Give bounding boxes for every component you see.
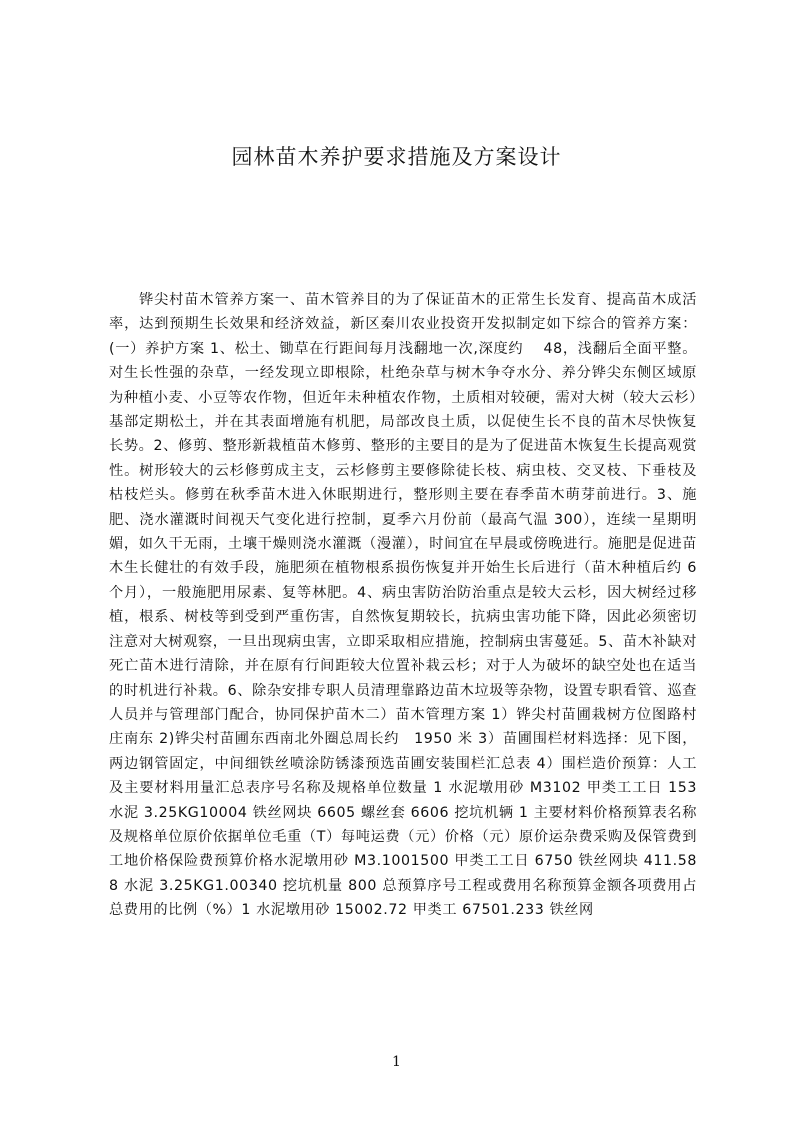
document-title: 园林苗木养护要求措施及方案设计: [231, 145, 562, 169]
page-number: 1: [392, 1054, 401, 1070]
document-body-paragraph: 铧尖村苗木管养方案一、苗木管养目的为了保证苗木的正常生长发育、提高苗木成活率，达到预期生长效果和经济效益，新区秦川农业投资开发拟制定如下综合的管养方案：(一）养护方案 1、松土、锄草在行距间每月浅翻地一次,深度约 48，浅翻后全面平整。对生长性强的杂草，一经发现立即根除，杜绝杂草与树木争夺水分、养分铧尖东侧区域原为种植小麦、小豆等农作物，但近年未种植农作物，土质相对较硬，需对大树（较大云杉）基部定期松土，并在其表面增施有机肥，局部改良土质，以促使生长不良的苗木尽快恢复长势。2、修剪、整形新栽植苗木修剪、整形的主要目的是为了促进苗木恢复生长提高观赏性。树形较大的云杉修剪成主支，云杉修剪主要修除徒长枝、病虫枝、交叉枝、下垂枝及枯枝烂头。修剪在秋季苗木进入休眠期进行，整形则主要在春季苗木萌芽前进行。3、施肥、浇水灌溉时间视天气变化进行控制，夏季六月份前（最高气温 300），连续一星期明媚，如久干无雨，土壤干燥则浇水灌溉（漫灌），时间宜在早晨或傍晚进行。施肥是促进苗木生长健壮的有效手段，施肥须在植物根系损伤恢复并开始生长后进行（苗木种植后约 6 个月），一般施肥用尿素、复等林肥。4、病虫害防治防治重点是较大云杉，因大树经过移植，根系、树枝等到受到严重伤害，自然恢复期较长，抗病虫害功能下降，因此必须密切注意对大树观察，一旦出现病虫害，立即采取相应措施，控制病虫害蔓延。5、苗木补缺对死亡苗木进行清除，并在原有行间距较大位置补栽云杉；对于人为破坏的缺空处也在适当的时机进行补栽。6、除杂安排专职人员清理靠路边苗木垃圾等杂物，设置专职看管、巡查人员并与管理部门配合，协同保护苗木二）苗木管理方案 1）铧尖村苗圃栽树方位图路村庄南东 2)铧尖村苗圃东西南北外圈总周长约 1950 米 3）苗圃围栏材料选择：见下图，两边钢管固定，中间细铁丝喷涂防锈漆预选苗圃安装围栏汇总表 4）围栏造价预算：人工及主要材料用量汇总表序号名称及规格单位数量 1 水泥墩用砂 M3102 甲类工工日 153 水泥 3.25KG10004 铁丝网块 6605 螺丝套 6606 挖坑机辆 1 主要材料价格预算表名称及规格单位原价依据单位毛重（T）每吨运费（元）价格（元）原价运杂费采购及保管费到工地价格保险费预算价格水泥墩用砂 M3.1001500 甲类工工日 6750 铁丝网块 411.588 水泥 3.25KG1.00340 挖坑机量 800 总预算序号工程或费用名称预算金额各项费用占总费用的比例（%）1 水泥墩用砂 15002.72 甲类工 67501.233 铁丝网: [109, 292, 697, 919]
